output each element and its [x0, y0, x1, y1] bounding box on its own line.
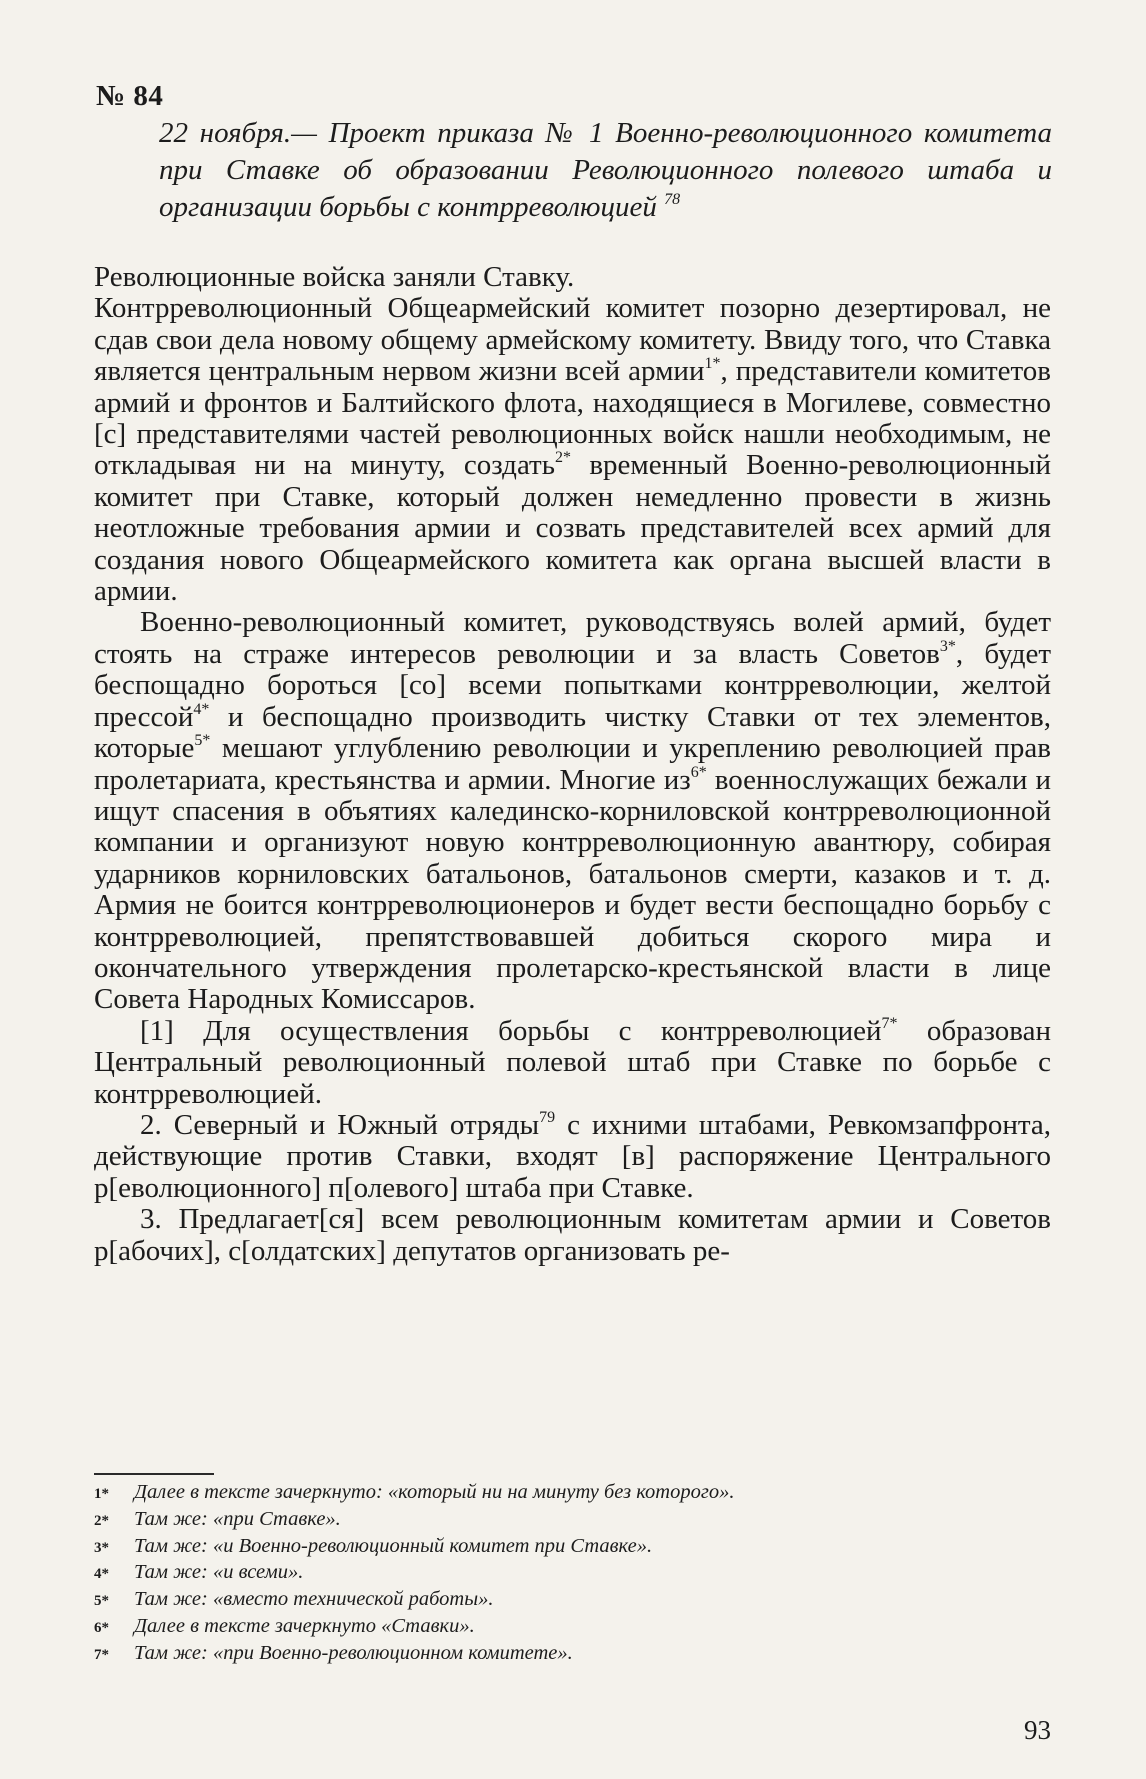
paragraph-3-text-c: и беспощадно производить чистку Ставки от тех элементов, которые	[94, 700, 1051, 765]
footnote-separator	[94, 1473, 214, 1475]
footnote-mark: 1*	[94, 1486, 109, 1502]
footnote-item	[94, 1587, 1051, 1614]
paragraph-5-text-a: 2. Северный и Южный отряды	[140, 1108, 540, 1141]
paragraph-4	[94, 1016, 1051, 1110]
paragraph-5-text-b: с ихними штабами, Ревкомзапфронта, действующие против Ставки, входят [в] распоряжение Центрального р[еволюционного] п[олевого] штаба при Ставке.	[94, 1108, 1051, 1204]
paragraph-3-text-b: , будет беспощадно бороться [со] всеми попытками контрреволюции, желтой прессой	[94, 637, 1052, 733]
footnote-item	[94, 1480, 1051, 1507]
footnote-ref-2: 2*	[554, 449, 571, 467]
footnote-ref-3: 3*	[939, 637, 956, 655]
paragraph-5	[94, 1110, 1051, 1204]
main-text	[94, 262, 1051, 1267]
footnote-text: Там же: «при Военно-революционном комитете».	[134, 1641, 573, 1664]
footnote-mark: 3*	[94, 1539, 109, 1556]
footnote-item	[94, 1641, 1051, 1668]
footnote-item	[94, 1614, 1051, 1641]
paragraph-6: 3. Предлагает[ся] всем революционным комитетам армии и Советов р[абочих], с[олдатских] депутатов организовать ре-	[94, 1203, 1051, 1267]
paragraph-3-text-d: мешают углублению революции и укреплению революцией прав пролетариата, крестьянства и армии. Многие из	[94, 732, 1051, 796]
paragraph-2	[94, 293, 1051, 607]
heading-note-ref: 78	[664, 191, 681, 208]
note-ref-79: 79	[539, 1108, 556, 1126]
paragraph-3	[94, 607, 1051, 1015]
footnote-ref-5: 5*	[194, 732, 211, 750]
footnote-text: Там же: «вместо технической работы».	[134, 1588, 494, 1611]
footnote-mark: 2*	[94, 1512, 109, 1529]
document-heading	[159, 115, 1052, 226]
footnote-ref-7: 7*	[881, 1014, 898, 1032]
paragraph-3-text-a: Военно-революционный комитет, руководствуясь волей армий, будет стоять на страже интересов революции и за власть Советов	[94, 606, 1051, 670]
paragraph-1: Революционные войска заняли Ставку.	[94, 261, 575, 293]
footnote-item	[94, 1560, 1051, 1587]
paragraph-2-text-c: временный Военно-революционный комитет при Ставке, который должен немедленно провести в жизнь неотложные требования армии и созвать представителей всех армий для создания нового Общеармейского комитета как органа высшей власти в армии.	[94, 449, 1051, 608]
paragraph-2-text-b: , представители комитетов армий и фронтов и Балтийского флота, находящиеся в Могилеве, совместно [с] представителями частей революционных войск нашли необходимым, не откладывая ни на минуту, создать	[94, 355, 1051, 482]
page-number: 93	[1024, 1715, 1051, 1745]
footnote-text: Далее в тексте зачеркнуто: «который ни на минуту без которого».	[134, 1481, 735, 1503]
footnote-item	[94, 1534, 1051, 1561]
paragraph-3-text-e: военнослужащих бежали и ищут спасения в объятиях калединско-корниловской контрреволюционной компании и организуют новую контрреволюционную авантюру, собирая ударников корниловских батальонов, батальонов смерти, казаков и т. д. Армия не боится контрреволюционеров и будет вести беспощадно борьбу с контрреволюцией, препятствовавшей добиться скорого мира и окончательного утверждения пролетарско-крестьянской власти в лице Совета Народных Комиссаров.	[94, 763, 1051, 1016]
paragraph-2-text-a: Контрреволюционный Общеармейский комитет позорно дезертировал, не сдав свои дела новому общему армейскому комитету. Ввиду того, что Ставка является центральным нервом жизни всей армии	[94, 292, 1051, 388]
footnote-ref-6: 6*	[690, 763, 707, 781]
footnote-ref-4: 4*	[193, 700, 210, 718]
heading-text: 22 ноября.— Проект приказа № 1 Военно-революционного комитета при Ставке об образовании Революционного полевого штаба и организации борьбы с контрреволюцией	[159, 117, 1052, 223]
footnote-item	[94, 1507, 1051, 1534]
paragraph-4-text-b: образован Центральный революционный полевой штаб при Ставке по борьбе с контрреволюцией.	[94, 1014, 1051, 1110]
footnote-text: Там же: «при Ставке».	[134, 1507, 341, 1530]
footnote-mark: 4*	[94, 1566, 109, 1583]
footnote-text: Там же: «и всеми».	[134, 1561, 304, 1584]
footnotes-list	[94, 1480, 1051, 1668]
footnote-mark: 7*	[94, 1646, 109, 1663]
footnote-text: Далее в тексте зачеркнуто «Ставки».	[134, 1614, 475, 1637]
footnote-text: Там же: «и Военно-революционный комитет при Ставке».	[134, 1534, 653, 1557]
footnote-ref-1: 1*	[704, 355, 721, 373]
paragraph-4-text-a: [1] Для осуществления борьбы с контрреволюцией	[140, 1014, 882, 1047]
footnote-mark: 5*	[94, 1593, 109, 1610]
document-number: № 84	[96, 80, 164, 112]
footnote-mark: 6*	[94, 1619, 109, 1636]
